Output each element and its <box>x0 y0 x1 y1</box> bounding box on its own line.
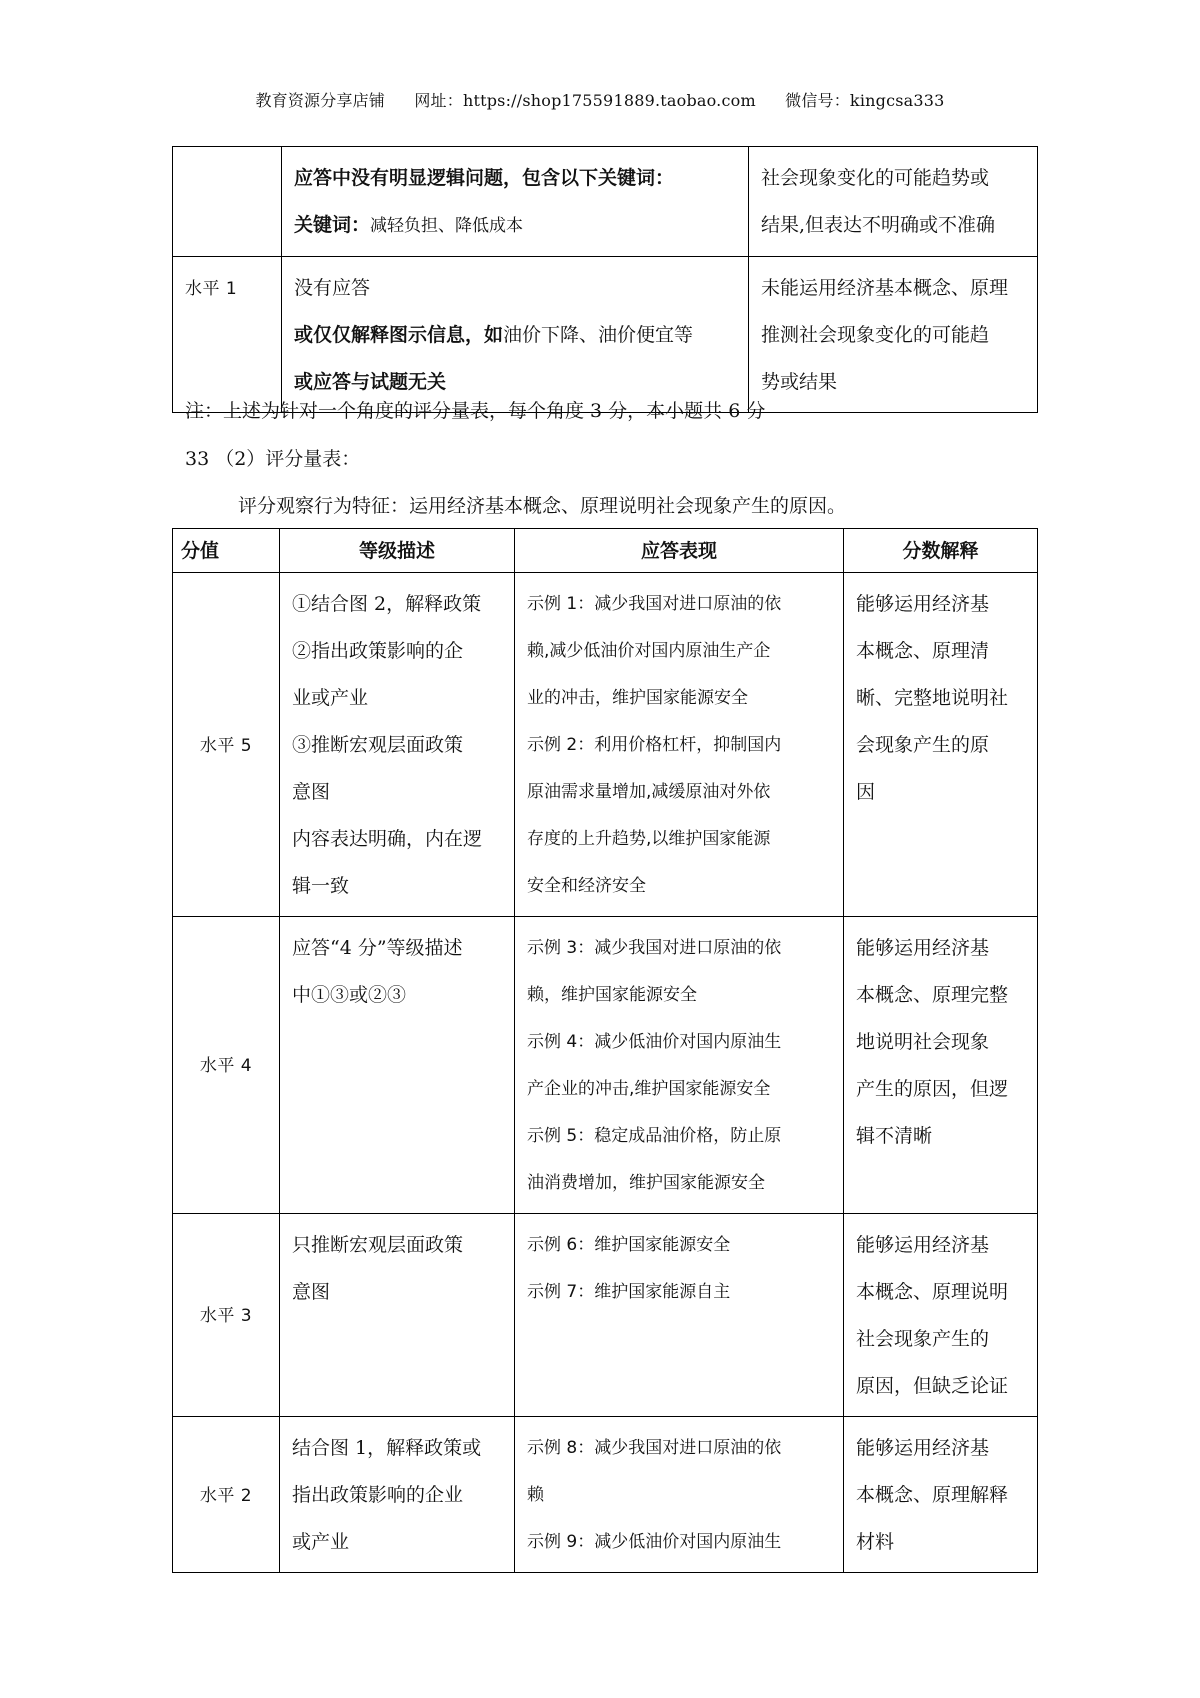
response-line: 示例 6：维护国家能源安全 <box>527 1235 731 1255</box>
scoring-table-2 <box>172 528 1038 1573</box>
explain-line: 会现象产生的原 <box>856 734 990 756</box>
explain-line: 本概念、原理完整 <box>856 984 1009 1006</box>
explain-line: 能够运用经济基 <box>856 593 990 615</box>
explain-line: 能够运用经济基 <box>856 937 990 959</box>
response-line: 示例 9：减少低油价对国内原油生 <box>527 1532 782 1552</box>
explain-cell <box>749 257 1038 413</box>
explain-cell <box>844 1417 1038 1573</box>
explain-line: 推测社会现象变化的可能趋 <box>761 324 990 346</box>
desc-line: 没有应答 <box>294 277 371 299</box>
table-row <box>173 147 1038 257</box>
header-shop: 教育资源分享店铺 <box>255 91 386 110</box>
response-line: 示例 5：稳定成品油价格，防止原 <box>527 1126 782 1146</box>
level-cell <box>173 257 282 413</box>
level-cell <box>173 1214 280 1417</box>
explain-line: 晰、完整地说明社 <box>856 687 1009 709</box>
header-score: 分值 <box>173 529 280 573</box>
table-note: 注：上述为针对一个角度的评分量表，每个角度 3 分，本小题共 6 分 <box>185 400 766 422</box>
explain-line: 材料 <box>856 1531 895 1553</box>
response-line: 示例 7：维护国家能源自主 <box>527 1282 731 1302</box>
desc-cell <box>282 257 749 413</box>
level-label: 水平 5 <box>199 735 253 756</box>
desc-line: ②指出政策影响的企 <box>292 640 464 662</box>
explain-cell <box>844 573 1038 917</box>
desc-cell <box>280 1214 515 1417</box>
page-header <box>0 88 1200 111</box>
explain-line: 原因，但缺乏论证 <box>856 1375 1009 1397</box>
desc-line-bold: 或仅仅解释图示信息，如 <box>294 324 504 346</box>
explain-line: 本概念、原理说明 <box>856 1281 1009 1303</box>
desc-cell <box>280 573 515 917</box>
desc-line: 应答“4 分”等级描述 <box>292 937 463 959</box>
table-row <box>173 1214 1038 1417</box>
desc-line: 辑一致 <box>292 875 350 897</box>
response-line: 赖 <box>527 1485 544 1505</box>
response-line: 油消费增加，维护国家能源安全 <box>527 1173 765 1193</box>
table-row <box>173 573 1038 917</box>
desc-line: 意图 <box>292 781 331 803</box>
table-header-row <box>173 529 1038 573</box>
response-line: 存度的上升趋势,以维护国家能源 <box>527 829 771 849</box>
response-line: 示例 2：利用价格杠杆，抑制国内 <box>527 735 782 755</box>
header-explain: 分数解释 <box>844 529 1038 573</box>
explain-line: 未能运用经济基本概念、原理 <box>761 277 1009 299</box>
table-row <box>173 257 1038 413</box>
desc-line: 业或产业 <box>292 687 369 709</box>
level-label: 水平 4 <box>199 1056 253 1076</box>
level-label: 水平 2 <box>199 1485 253 1506</box>
explain-cell <box>749 147 1038 257</box>
response-line: 产企业的冲击,维护国家能源安全 <box>527 1079 771 1099</box>
desc-line: 指出政策影响的企业 <box>292 1484 464 1506</box>
response-line: 示例 4：减少低油价对国内原油生 <box>527 1032 782 1052</box>
desc-line-rest: 油价下降、油价便宜等 <box>503 324 694 346</box>
response-cell <box>515 1214 844 1417</box>
table-row <box>173 1417 1038 1573</box>
header-response: 应答表现 <box>515 529 844 573</box>
level-cell <box>173 573 280 917</box>
desc-line: ①结合图 2，解释政策 <box>292 593 482 615</box>
desc-cell <box>280 917 515 1214</box>
explain-line: 辑不清晰 <box>856 1125 933 1147</box>
scoring-table-1 <box>172 146 1038 413</box>
response-line: 安全和经济安全 <box>527 876 646 896</box>
explain-line: 产生的原因，但逻 <box>856 1078 1009 1100</box>
desc-cell <box>282 147 749 257</box>
desc-line: 意图 <box>292 1281 331 1303</box>
explain-line: 能够运用经济基 <box>856 1234 990 1256</box>
header-level-desc: 等级描述 <box>280 529 515 573</box>
response-line: 原油需求量增加,减缓原油对外依 <box>527 782 771 802</box>
section-title: 33 （2）评分量表： <box>185 448 361 470</box>
response-line: 示例 8：减少我国对进口原油的依 <box>527 1438 782 1458</box>
explain-line: 地说明社会现象 <box>856 1031 990 1053</box>
desc-line: 或应答与试题无关 <box>294 371 447 393</box>
table-row <box>173 917 1038 1214</box>
keyword-value: 减轻负担、降低成本 <box>370 216 524 236</box>
desc-line: 或产业 <box>292 1531 350 1553</box>
desc-line: ③推断宏观层面政策 <box>292 734 464 756</box>
desc-line: 结合图 1，解释政策或 <box>292 1437 482 1459</box>
response-line: 赖,减少低油价对国内原油生产企 <box>527 641 771 661</box>
explain-cell <box>844 1214 1038 1417</box>
level-cell <box>173 1417 280 1573</box>
level-label: 水平 3 <box>199 1306 253 1326</box>
desc-line: 内容表达明确，内在逻 <box>292 828 483 850</box>
response-line: 业的冲击，维护国家能源安全 <box>527 688 748 708</box>
explain-cell <box>844 917 1038 1214</box>
level-cell <box>173 917 280 1214</box>
explain-line: 本概念、原理解释 <box>856 1484 1009 1506</box>
explain-line: 结果,但表达不明确或不准确 <box>761 214 996 236</box>
desc-line: 中①③或②③ <box>292 984 407 1006</box>
criterion-text: 评分观察行为特征：运用经济基本概念、原理说明社会现象产生的原因。 <box>238 495 847 517</box>
explain-line: 能够运用经济基 <box>856 1437 990 1459</box>
desc-cell <box>280 1417 515 1573</box>
explain-line: 势或结果 <box>761 371 838 393</box>
level-label: 水平 1 <box>185 279 238 299</box>
keyword-label: 关键词： <box>294 214 371 236</box>
response-cell <box>515 1417 844 1573</box>
desc-line: 应答中没有明显逻辑问题，包含以下关键词： <box>294 167 675 189</box>
response-line: 示例 1：减少我国对进口原油的依 <box>527 594 782 614</box>
explain-line: 社会现象变化的可能趋势或 <box>761 167 990 189</box>
explain-line: 本概念、原理清 <box>856 640 990 662</box>
desc-line: 只推断宏观层面政策 <box>292 1234 464 1256</box>
response-line: 赖，维护国家能源安全 <box>527 985 697 1005</box>
header-wechat: 微信号：kingcsa333 <box>785 91 945 110</box>
explain-line: 因 <box>856 781 876 803</box>
level-cell <box>173 147 282 257</box>
explain-line: 社会现象产生的 <box>856 1328 990 1350</box>
response-cell <box>515 917 844 1214</box>
response-line: 示例 3：减少我国对进口原油的依 <box>527 938 782 958</box>
header-url: 网址：https://shop175591889.taobao.com <box>414 91 756 110</box>
response-cell <box>515 573 844 917</box>
